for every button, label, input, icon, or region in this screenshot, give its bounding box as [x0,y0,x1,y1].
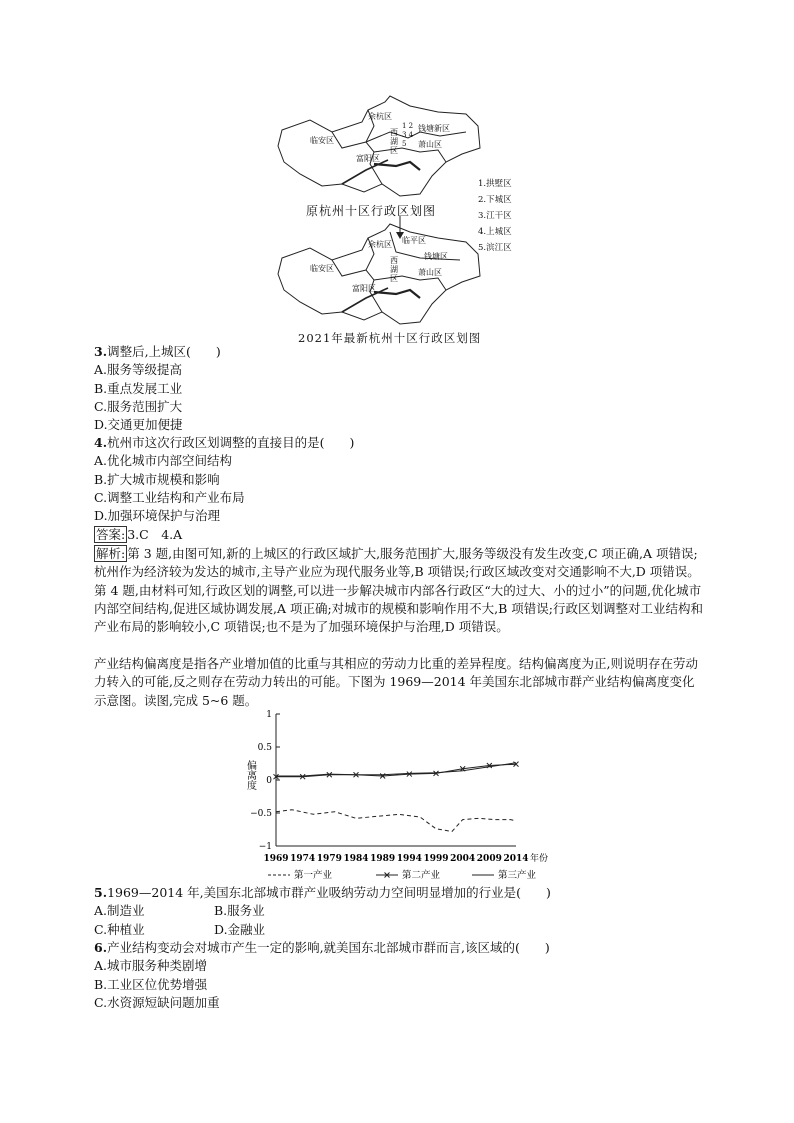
option: D.金融业 [214,921,266,937]
x-tick-label: 1979 [316,854,342,864]
option: B.工业区位优势增强 [94,976,208,992]
question-4 [94,434,704,525]
map2-label-linping: 临平区 [402,236,426,245]
question-number: 5. [94,885,108,900]
analysis-paragraph [94,545,704,636]
map1-label-xihu: 西湖区 [390,128,398,155]
series-line-2 [276,764,516,777]
y-tick-label: −0.5 [250,809,272,819]
original-map-drawing [278,96,480,196]
legend-item: 5.滨江区 [478,243,512,253]
x-tick-label: 2009 [476,854,502,864]
option: C.种植业 [94,921,145,937]
question-stem: 杭州市这次行政区划调整的直接目的是( ) [107,435,355,450]
legend-label-2: 第二产业 [402,870,441,881]
question-5 [94,884,704,939]
y-tick-label: 0.5 [257,743,272,753]
question-stem: 1969—2014 年,美国东北部城市群产业吸纳劳动力空间明显增加的行业是( ) [107,885,551,900]
x-tick-label: 2014 [503,854,529,864]
question-stem: 产业结构变动会对城市产生一定的影响,就美国东北部城市群而言,该区域的( ) [107,940,550,955]
x-tick-label: 1989 [370,854,396,864]
option: C.调整工业结构和产业布局 [94,489,245,505]
intro-paragraph: 产业结构偏离度是指各产业增加值的比重与其相应的劳动力比重的差异程度。结构偏离度为正,则说明存在劳动力转入的可能,反之则存在劳动力转出的可能。下图为 1969—2014 年美国东北部城市群产业结构偏离度变化示意图。读图,完成 5~6 题。 [94,656,698,708]
option: B.重点发展工业 [94,380,183,396]
map1-label-linan: 临安区 [310,136,334,145]
map1-label-xiaoshan: 萧山区 [418,140,442,149]
analysis-label: 解析: [96,546,126,561]
y-tick-label: 1 [266,710,272,720]
map2-label-qiantang: 钱塘区 [424,252,448,261]
x-tick-label: 1984 [343,854,369,864]
y-axis-label: 偏离度 [244,760,256,790]
deviation-line-chart [236,708,596,886]
map2-label-xihu: 西湖区 [390,256,398,283]
question-number: 4. [94,435,108,450]
question-stem: 调整后,上城区( ) [107,344,221,359]
option: A.服务等级提高 [94,362,183,378]
map1-label-fuyang: 富阳区 [356,154,380,163]
map2-label-linan: 临安区 [310,264,334,273]
option: A.城市服务种类剧增 [94,958,208,974]
answer-text: 3.C 4.A [127,527,183,542]
x-axis-unit: 年份 [530,854,549,864]
analysis-text: 第 3 题,由图可知,新的上城区的行政区域扩大,服务范围扩大,服务等级没有发生改变,C 项正确,A 项错误;杭州作为经济较为发达的城市,主导产业应为现代服务业等,B 项错误;行政区域改变对交通影响不大,D 项错误。第 4 题,由材料可知,行政区划的调整,可以进一步解决城市内部各行政区“大的过大、小的过小”的问题,优化城市内部空间结构,促进区域协调发展,A 项正确;对城市的规模和影响作用不大,B 项错误;行政区划调整对工业结构和产业布局的影响较小,C 项错误;也不是为了加强环境保护与治理,D 项错误。 [94,546,704,635]
legend-item: 1.拱墅区 [478,179,512,189]
map2-label-yuhang: 余杭区 [368,240,392,249]
question-6 [94,939,704,1012]
map1-label-qiantang: 钱塘新区 [418,124,450,133]
x-tick-label: 2004 [450,854,476,864]
option: A.优化城市内部空间结构 [94,453,233,469]
x-tick-label: 1999 [423,854,449,864]
y-tick-label: 0 [266,776,272,786]
x-tick-label: 1974 [290,854,316,864]
y-tick-label: −1 [258,842,272,852]
legend-item: 3.江干区 [478,211,512,221]
map1-label-yuhang: 余杭区 [368,112,392,121]
map1-label-numbers: 1 2 3 4 5 [402,122,414,148]
series-line-3 [276,763,516,776]
option: B.服务业 [214,903,265,919]
original-map-title: 原杭州十区行政区划图 [306,204,437,218]
new-map-drawing [278,224,480,324]
option: A.制造业 [94,903,145,919]
x-tick-label: 1994 [396,854,422,864]
option: C.服务范围扩大 [94,398,183,414]
legend-item: 2.下城区 [478,195,512,205]
legend-label-3: 第三产业 [498,870,537,881]
question-number: 3. [94,344,108,359]
option: B.扩大城市规模和影响 [94,471,220,487]
new-map-title: 2021年最新杭州十区行政区划图 [298,331,482,345]
option: D.交通更加便捷 [94,417,183,433]
option: C.水资源短缺问题加重 [94,994,220,1010]
option: D.加强环境保护与治理 [94,508,221,524]
legend-label-1: 第一产业 [294,870,333,881]
map2-label-fuyang: 富阳区 [352,284,376,293]
answer-line [94,526,704,544]
question-3 [94,343,704,434]
legend-item: 4.上城区 [478,227,512,237]
district-legend [478,176,512,256]
x-tick-label: 1969 [263,854,289,864]
map2-label-xiaoshan: 萧山区 [418,268,442,277]
series-line-1 [276,810,516,832]
answer-label: 答案: [96,527,126,542]
question-number: 6. [94,940,108,955]
